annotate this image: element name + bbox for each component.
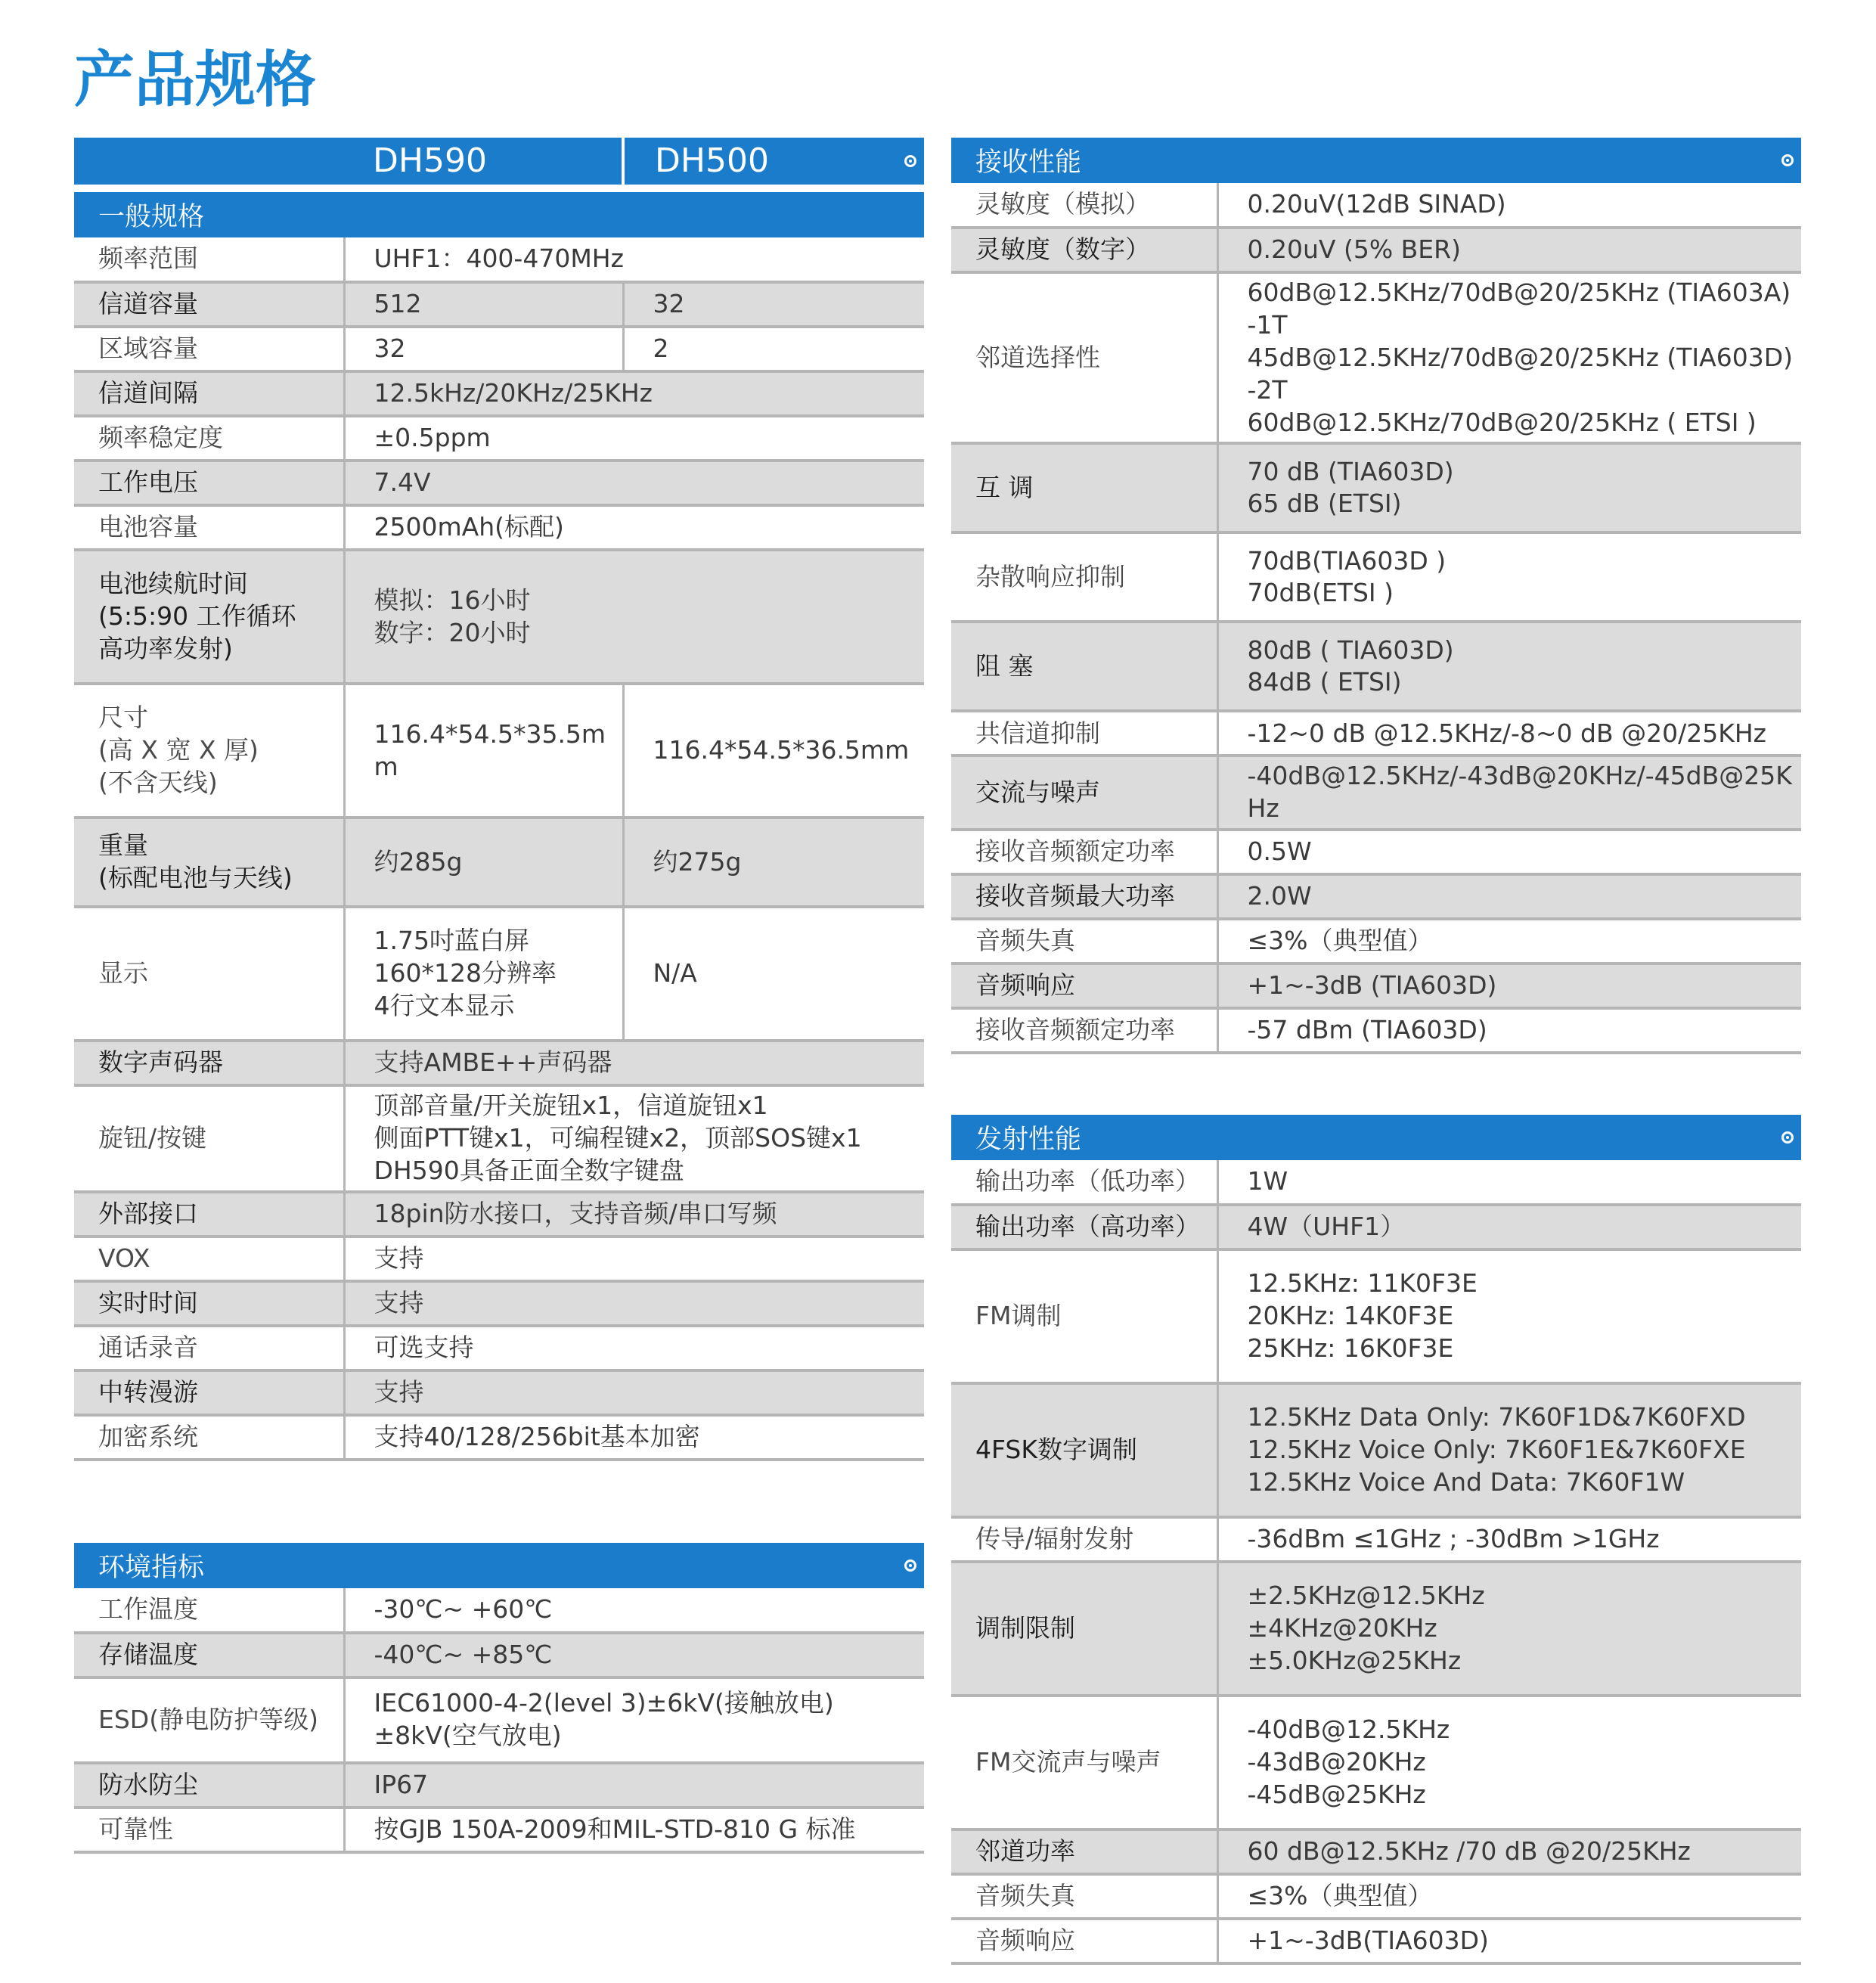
spec-value-dh590: 约285g	[344, 818, 623, 907]
spec-value-dh500: 116.4*54.5*36.5mm	[623, 684, 924, 818]
target-icon	[904, 1559, 916, 1572]
spec-label: 音频响应	[951, 964, 1217, 1008]
spec-row	[74, 1808, 924, 1852]
spec-row	[951, 1874, 1801, 1919]
transmitter-section-title: 发射性能	[975, 1125, 1082, 1156]
spec-row	[951, 711, 1801, 756]
receiver-section-header	[951, 138, 1801, 183]
target-icon	[1781, 154, 1794, 166]
spec-value: 支持	[344, 1237, 924, 1281]
spec-label: 信道容量	[74, 282, 344, 327]
spec-row	[74, 1677, 924, 1763]
environment-spec-table	[74, 1588, 924, 1854]
spec-label: 阻 塞	[951, 622, 1217, 711]
spec-value: ≤3%（典型值）	[1217, 919, 1801, 964]
spec-value: UHF1：400-470MHz	[344, 237, 924, 282]
spec-label: VOX	[74, 1237, 344, 1281]
spec-label: 邻道功率	[951, 1829, 1217, 1874]
spec-row	[951, 622, 1801, 711]
spec-label: 频率稳定度	[74, 416, 344, 461]
spec-row	[74, 461, 924, 505]
section-gap	[951, 1054, 1801, 1115]
spec-value: 12.5KHz Data Only: 7K60F1D&7K60FXD 12.5KHz Voice Only: 7K60F1E&7K60FXE 12.5KHz Voice And Data: 7K60F1W	[1217, 1383, 1801, 1517]
page-title: 产品规格	[74, 45, 316, 115]
spec-label: 显示	[74, 907, 344, 1041]
spec-label: 接收音频额定功率	[951, 1008, 1217, 1053]
spec-row	[74, 1237, 924, 1281]
spec-row	[74, 684, 924, 818]
general-spec-table	[74, 237, 924, 1461]
spec-value: 0.5W	[1217, 830, 1801, 874]
spec-label: 工作温度	[74, 1588, 344, 1633]
section-gap	[74, 1461, 924, 1543]
spec-row	[74, 1192, 924, 1237]
spec-label: 防水防尘	[74, 1763, 344, 1808]
spec-value: 18pin防水接口，支持音频/串口写频	[344, 1192, 924, 1237]
spec-row	[951, 183, 1801, 228]
spec-value: IEC61000-4-2(level 3)±6kV(接触放电) ±8kV(空气放电)	[344, 1677, 924, 1763]
spec-label: 交流与噪声	[951, 756, 1217, 830]
general-section-header	[74, 192, 924, 237]
spec-row	[951, 228, 1801, 272]
spec-label: FM调制	[951, 1249, 1217, 1383]
spec-row	[74, 1370, 924, 1415]
receiver-spec-table	[951, 183, 1801, 1054]
spec-value: 12.5KHz: 11K0F3E 20KHz: 14K0F3E 25KHz: 16K0F3E	[1217, 1249, 1801, 1383]
spec-label: 尺寸 (高 X 宽 X 厚) (不含天线)	[74, 684, 344, 818]
spec-row	[74, 237, 924, 282]
model-dh500: DH500	[655, 141, 769, 180]
spec-value: 70dB(TIA603D ) 70dB(ETSI )	[1217, 532, 1801, 622]
spec-value: -30℃~ +60℃	[344, 1588, 924, 1633]
spec-row	[951, 1383, 1801, 1517]
spec-value: 7.4V	[344, 461, 924, 505]
spec-value: 60dB@12.5KHz/70dB@20/25KHz (TIA603A) -1T 45dB@12.5KHz/70dB@20/25KHz (TIA603D) -2T 60dB@12.5KHz/70dB@20/25KHz ( ETSI )	[1217, 272, 1801, 443]
spec-row	[951, 964, 1801, 1008]
spec-value: -40dB@12.5KHz/-43dB@20KHz/-45dB@25KHz	[1217, 756, 1801, 830]
spec-row	[951, 1696, 1801, 1829]
spec-value-dh500: 约275g	[623, 818, 924, 907]
spec-label: 可靠性	[74, 1808, 344, 1852]
spec-row	[74, 1415, 924, 1460]
spec-row	[74, 907, 924, 1041]
spec-label: 外部接口	[74, 1192, 344, 1237]
spec-label: 输出功率（高功率）	[951, 1205, 1217, 1249]
spec-label: 音频失真	[951, 919, 1217, 964]
spec-row	[951, 1517, 1801, 1562]
spec-value: 可选支持	[344, 1326, 924, 1370]
spec-value: -40℃~ +85℃	[344, 1633, 924, 1677]
model-divider	[622, 138, 625, 185]
spec-row	[951, 532, 1801, 622]
spec-value: ±2.5KHz@12.5KHz ±4KHz@20KHz ±5.0KHz@25KHz	[1217, 1562, 1801, 1696]
target-icon	[1781, 1131, 1794, 1144]
target-icon	[904, 155, 916, 167]
spec-value: 0.20uV (5% BER)	[1217, 228, 1801, 272]
spec-value: 顶部音量/开关旋钮x1，信道旋钮x1 侧面PTT键x1，可编程键x2，顶部SOS键x1 DH590具备正面全数字键盘	[344, 1085, 924, 1192]
spec-label: 通话录音	[74, 1326, 344, 1370]
spec-value: 0.20uV(12dB SINAD)	[1217, 183, 1801, 228]
spec-value-dh500: N/A	[623, 907, 924, 1041]
spec-label: 电池容量	[74, 505, 344, 550]
spec-row	[951, 756, 1801, 830]
spec-label: 加密系统	[74, 1415, 344, 1460]
spec-value-dh590: 116.4*54.5*35.5mm	[344, 684, 623, 818]
spec-value: 支持	[344, 1370, 924, 1415]
spec-row	[74, 550, 924, 684]
spec-row	[74, 1281, 924, 1326]
spec-label: 信道间隔	[74, 371, 344, 416]
spec-value-dh500: 2	[623, 327, 924, 371]
spec-value: +1~-3dB (TIA603D)	[1217, 964, 1801, 1008]
spec-value: 模拟：16小时 数字：20小时	[344, 550, 924, 684]
general-section-title: 一般规格	[98, 202, 205, 232]
spec-row	[951, 830, 1801, 874]
spec-value: 支持AMBE++声码器	[344, 1041, 924, 1085]
transmitter-spec-table	[951, 1160, 1801, 1965]
spec-label: 音频响应	[951, 1919, 1217, 1963]
spec-label: 4FSK数字调制	[951, 1383, 1217, 1517]
spec-row	[951, 1008, 1801, 1053]
spec-label: 接收音频最大功率	[951, 874, 1217, 919]
spec-row	[951, 1919, 1801, 1963]
spec-row	[74, 505, 924, 550]
spec-value: 2500mAh(标配)	[344, 505, 924, 550]
spec-label: 频率范围	[74, 237, 344, 282]
transmitter-section-header	[951, 1115, 1801, 1160]
spec-row	[74, 371, 924, 416]
spec-value: 4W（UHF1）	[1217, 1205, 1801, 1249]
spec-label: ESD(静电防护等级)	[74, 1677, 344, 1763]
spec-value: +1~-3dB(TIA603D)	[1217, 1919, 1801, 1963]
spec-label: 灵敏度（模拟）	[951, 183, 1217, 228]
spec-value: -36dBm ≤1GHz ; -30dBm >1GHz	[1217, 1517, 1801, 1562]
spec-value: -40dB@12.5KHz -43dB@20KHz -45dB@25KHz	[1217, 1696, 1801, 1829]
spec-value: 2.0W	[1217, 874, 1801, 919]
spec-row	[74, 1763, 924, 1808]
spec-label: 实时时间	[74, 1281, 344, 1326]
spec-label: 灵敏度（数字）	[951, 228, 1217, 272]
spec-label: 输出功率（低功率）	[951, 1160, 1217, 1205]
spec-value: 1W	[1217, 1160, 1801, 1205]
spec-label: 重量 (标配电池与天线)	[74, 818, 344, 907]
spec-value-dh590: 32	[344, 327, 623, 371]
spec-value-dh500: 32	[623, 282, 924, 327]
spec-row	[951, 1829, 1801, 1874]
spec-value: IP67	[344, 1763, 924, 1808]
spec-row	[74, 818, 924, 907]
spec-label: 邻道选择性	[951, 272, 1217, 443]
spec-value: 60 dB@12.5KHz /70 dB @20/25KHz	[1217, 1829, 1801, 1874]
spec-row	[74, 1326, 924, 1370]
spec-value-dh590: 512	[344, 282, 623, 327]
spec-value: 70 dB (TIA603D) 65 dB (ETSI)	[1217, 443, 1801, 532]
spec-label: 中转漫游	[74, 1370, 344, 1415]
spec-label: 传导/辐射发射	[951, 1517, 1217, 1562]
spec-row	[74, 327, 924, 371]
spec-row	[951, 272, 1801, 443]
spec-row	[74, 1085, 924, 1192]
spec-value-dh590: 1.75吋蓝白屏 160*128分辨率 4行文本显示	[344, 907, 623, 1041]
spec-row	[951, 1205, 1801, 1249]
spec-row	[74, 1588, 924, 1633]
spec-row	[74, 1041, 924, 1085]
spec-value: ≤3%（典型值）	[1217, 1874, 1801, 1919]
receiver-section-title: 接收性能	[975, 147, 1082, 178]
spec-row	[951, 1562, 1801, 1696]
spec-label: 杂散响应抑制	[951, 532, 1217, 622]
spec-value: 按GJB 150A-2009和MIL-STD-810 G 标准	[344, 1808, 924, 1852]
spec-row	[951, 874, 1801, 919]
spec-row	[74, 282, 924, 327]
spec-label: 共信道抑制	[951, 711, 1217, 756]
spec-row	[74, 416, 924, 461]
model-header	[74, 138, 924, 185]
spec-value: 12.5kHz/20KHz/25KHz	[344, 371, 924, 416]
spec-value: ±0.5ppm	[344, 416, 924, 461]
environment-section-title: 环境指标	[98, 1552, 205, 1583]
spec-value: 支持40/128/256bit基本加密	[344, 1415, 924, 1460]
spec-label: 数字声码器	[74, 1041, 344, 1085]
right-column	[951, 138, 1801, 1965]
spec-value: -12~0 dB @12.5KHz/-8~0 dB @20/25KHz	[1217, 711, 1801, 756]
spec-value: 支持	[344, 1281, 924, 1326]
spec-label: 工作电压	[74, 461, 344, 505]
spec-label: 音频失真	[951, 1874, 1217, 1919]
spec-label: 互 调	[951, 443, 1217, 532]
spec-row	[74, 1633, 924, 1677]
spec-label: 存储温度	[74, 1633, 344, 1677]
left-column	[74, 138, 924, 1854]
spec-value: -57 dBm (TIA603D)	[1217, 1008, 1801, 1053]
spec-label: 电池续航时间 (5:5:90 工作循环 高功率发射)	[74, 550, 344, 684]
spec-label: 旋钮/按键	[74, 1085, 344, 1192]
spec-row	[951, 443, 1801, 532]
spec-label: 接收音频额定功率	[951, 830, 1217, 874]
spec-label: 区域容量	[74, 327, 344, 371]
spec-label: FM交流声与噪声	[951, 1696, 1217, 1829]
spec-value: 80dB ( TIA603D) 84dB ( ETSI)	[1217, 622, 1801, 711]
spec-row	[951, 1160, 1801, 1205]
environment-section-header	[74, 1543, 924, 1588]
spec-label: 调制限制	[951, 1562, 1217, 1696]
spec-row	[951, 1249, 1801, 1383]
model-dh590: DH590	[373, 141, 487, 180]
spec-row	[951, 919, 1801, 964]
